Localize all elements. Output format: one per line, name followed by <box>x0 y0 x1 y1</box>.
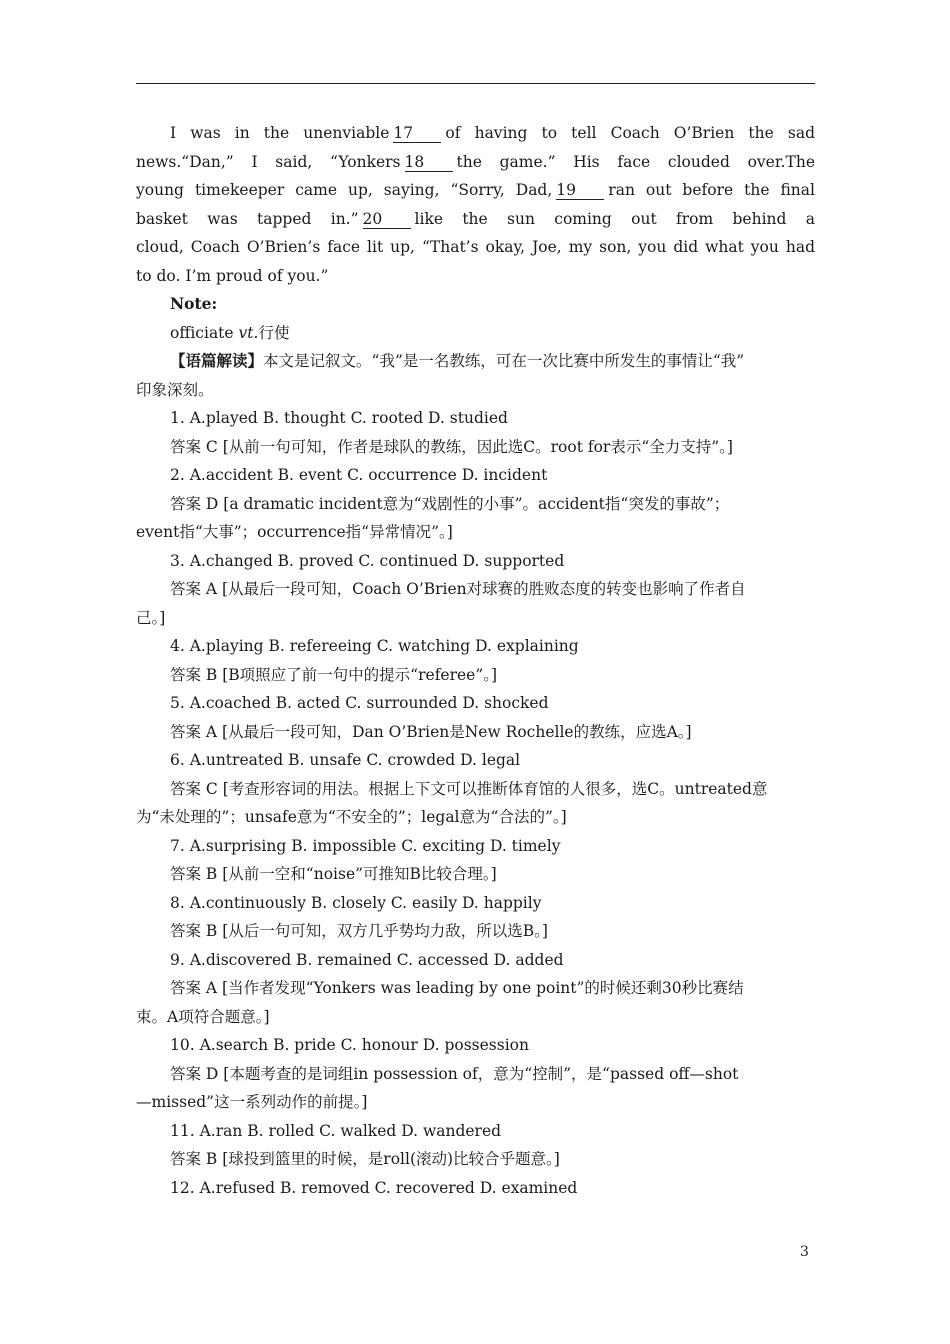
question-options: 3. A.changed B. proved C. continued D. supported <box>170 551 565 570</box>
answer-line: 己。] <box>136 608 166 627</box>
blank-19: 19 <box>556 182 604 200</box>
answer-line: 答案 B [从后一句可知，双方几乎势均力敌，所以选B。] <box>170 922 548 940</box>
question-options: 6. A.untreated B. unsafe C. crowded D. legal <box>170 751 521 769</box>
question-options: 10. A.search B. pride C. honour D. possession <box>170 1036 529 1054</box>
answer-line: —missed”这一系列动作的前提。] <box>136 1093 368 1111</box>
blank-20: 20 <box>363 211 411 229</box>
passage-line: cloud, Coach O’Brien’s face lit up, “That’s okay, Joe, my son, you did what you had <box>136 238 815 256</box>
question-options: 8. A.continuously B. closely C. easily D. happily <box>170 893 542 912</box>
question-options: 7. A.surprising B. impossible C. exciting D. timely <box>170 836 561 855</box>
question-options: 5. A.coached B. acted C. surrounded D. shocked <box>170 694 549 712</box>
analysis-line: 印象深刻。 <box>136 380 214 399</box>
passage-line: basket was tapped in.” 20 like the sun coming out from behind a <box>136 209 815 228</box>
answer-line: 答案 D [本题考查的是词组in possession of，意为“控制”，是“passed off—shot <box>170 1064 739 1083</box>
blank-18: 18 <box>405 154 453 172</box>
answer-line: 答案 B [B项照应了前一句中的提示“referee”。] <box>170 665 498 684</box>
note-heading: Note: <box>170 294 218 313</box>
passage-line: young timekeeper came up, saying, “Sorry, Dad, 19 ran out before the final <box>136 181 815 199</box>
answer-line: 束。A项符合题意。] <box>136 1007 270 1026</box>
page-content <box>136 119 815 1202</box>
answer-line: 答案 A [当作者发现“Yonkers was leading by one point”的时候还剩30秒比赛结 <box>170 979 744 997</box>
question-options: 11. A.ran B. rolled C. walked D. wandered <box>170 1121 502 1140</box>
analysis-line: 【语篇解读】本文是记叙文。“我”是一名教练，可在一次比赛中所发生的事情让“我” <box>170 351 745 370</box>
answer-line: event指“大事”；occurrence指“异常情况”。] <box>136 523 453 541</box>
passage-line: to do. I’m proud of you.” <box>136 266 329 285</box>
passage-line: news.“Dan,” I said, “Yonkers 18 the game.” His face clouded over.The <box>136 152 815 171</box>
answer-line: 答案 B [从前一空和“noise”可推知B比较合理。] <box>170 865 497 883</box>
question-options: 12. A.refused B. removed C. recovered D. examined <box>170 1178 578 1197</box>
answer-line: 答案 D [a dramatic incident意为“戏剧性的小事”。accident指“突发的事故”； <box>170 494 730 513</box>
analysis-tag: 【语篇解读】 <box>170 351 264 370</box>
question-options: 4. A.playing B. refereeing C. watching D. explaining <box>170 637 579 655</box>
answer-line: 答案 A [从最后一段可知，Coach O’Brien对球赛的胜败态度的转变也影响了作者自 <box>170 580 746 598</box>
question-options: 2. A.accident B. event C. occurrence D. incident <box>170 466 548 484</box>
question-options: 1. A.played B. thought C. rooted D. studied <box>170 409 508 427</box>
blank-17: 17 <box>393 125 441 143</box>
answer-line: 为“未处理的”；unsafe意为“不安全的”；legal意为“合法的”。] <box>136 808 567 826</box>
note-entry: officiate vt.行使 <box>170 323 290 342</box>
answer-line: 答案 C [考查形容词的用法。根据上下文可以推断体育馆的人很多，选C。untreated意 <box>170 779 768 798</box>
page-number: 3 <box>800 1244 809 1260</box>
answer-line: 答案 C [从前一句可知，作者是球队的教练，因此选C。root for表示“全力支持”。] <box>170 437 733 456</box>
answer-line: 答案 A [从最后一段可知，Dan O’Brien是New Rochelle的教练，应选A。] <box>170 722 692 741</box>
passage-line: I was in the unenviable 17 of having to tell Coach O’Brien the sad <box>170 124 815 142</box>
answer-line: 答案 B [球投到篮里的时候，是roll(滚动)比较合乎题意。] <box>170 1150 560 1168</box>
header-rule <box>136 83 815 84</box>
question-options: 9. A.discovered B. remained C. accessed D. added <box>170 950 564 969</box>
